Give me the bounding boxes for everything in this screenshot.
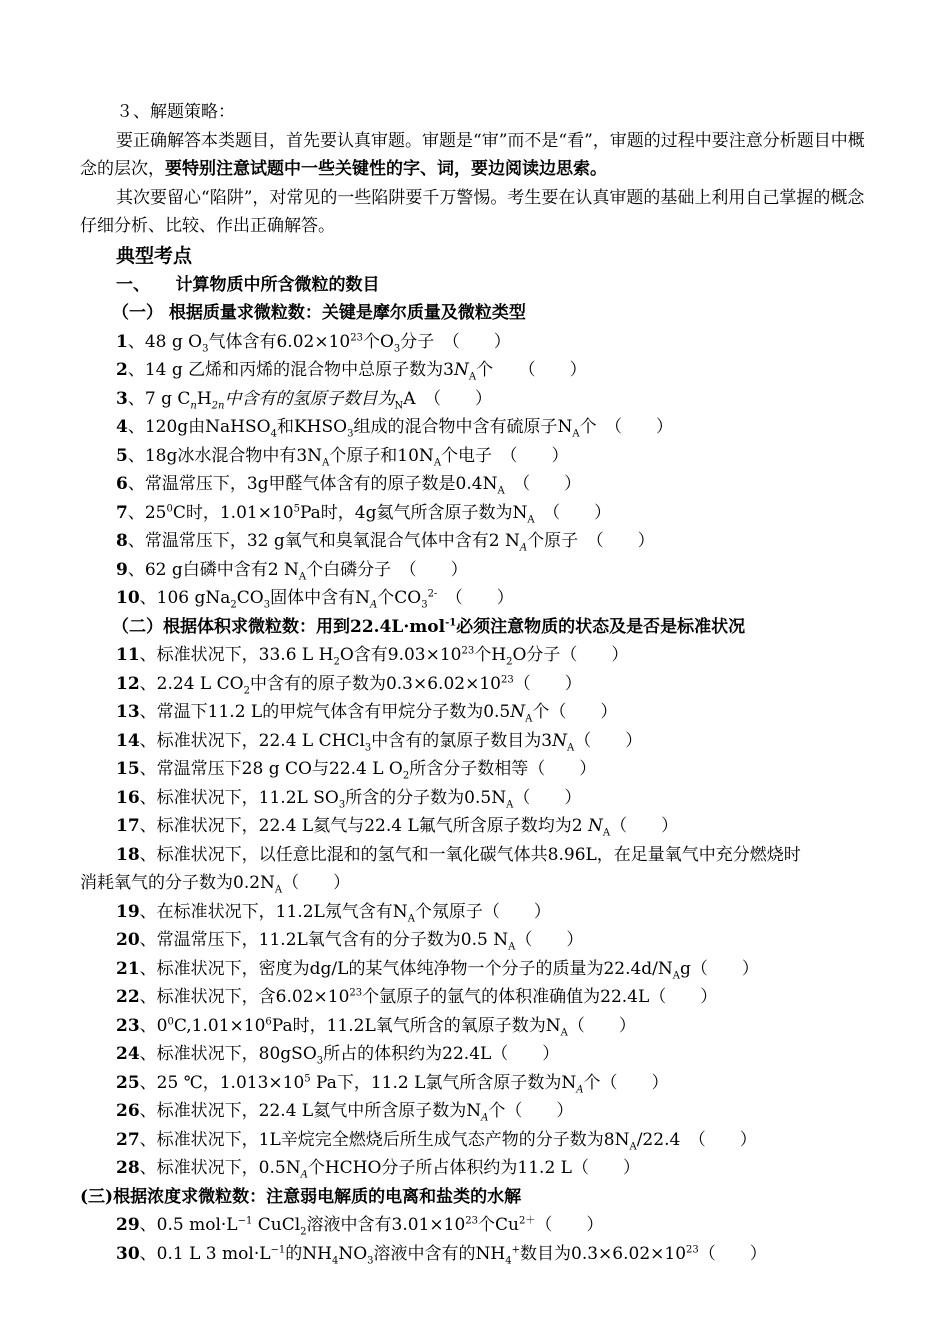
- part-1-heading: 一、 计算物质中所含微粒的数目: [116, 274, 380, 295]
- question-18-continuation-end: （ ）: [282, 873, 351, 893]
- question-item: [80, 527, 874, 556]
- question-number: 14: [116, 730, 140, 751]
- question-text-part: 的NH: [285, 1243, 332, 1264]
- question-text-part: 个原子和10N: [329, 445, 434, 466]
- question-text-part: 4: [270, 428, 277, 440]
- question-item: [80, 1211, 874, 1240]
- question-text-part: CuCl: [252, 1215, 301, 1235]
- question-item: [80, 1069, 874, 1098]
- question-text-part: A: [403, 388, 416, 409]
- question-text-part: 个CO: [377, 588, 422, 608]
- question-text-part: H: [196, 388, 212, 409]
- question-text-part: Pa时，11.2L氧气所含的氧原子数为N: [271, 1015, 561, 1036]
- question-18-continuation-text: 消耗氧气的分子数为0.2N: [80, 873, 275, 893]
- question-text-part: A: [629, 1140, 637, 1152]
- question-text-part: 、120g由NaHSO: [127, 417, 271, 437]
- question-text-part: 、14 g 乙烯和丙烯的混合物中总原子数为3: [127, 360, 454, 380]
- question-item: [80, 727, 874, 756]
- question-text-part: 、标准状况下，密度为dg/L的某气体纯净物一个分子的质量为22.4d/N: [139, 958, 673, 979]
- question-item: [80, 470, 874, 499]
- question-text-part: A: [508, 941, 516, 953]
- question-text-part: 2: [230, 599, 237, 611]
- question-text-part: 所占的体积约为22.4L（ ）: [323, 1044, 560, 1064]
- question-text-part: 数目为0.3×6.02×10: [520, 1243, 687, 1264]
- question-text-part: 、62 g白磷中含有2 N: [127, 559, 299, 580]
- question-text-part: 2: [243, 684, 250, 696]
- question-text-part: 、标准状况下，22.4 L氦气中所含原子数为N: [139, 1101, 482, 1121]
- question-text-part: 2: [402, 770, 410, 782]
- question-text-part: N: [552, 730, 567, 751]
- question-item: [80, 698, 874, 727]
- question-number: 24: [116, 1044, 140, 1064]
- question-text-part: Pa时，4g氦气所含原子数为N: [299, 502, 528, 523]
- question-item: [80, 670, 874, 699]
- question-number: 29: [116, 1215, 140, 1235]
- question-text-part: 个H: [474, 645, 507, 665]
- subsection-2-heading-text: （二）根据体积求微粒数：用到22.4L·mol: [112, 616, 446, 637]
- question-number: 5: [116, 445, 128, 466]
- question-text-part: A: [298, 570, 307, 582]
- question-item: [80, 755, 874, 784]
- question-number: 2: [116, 360, 128, 380]
- question-number: 17: [116, 816, 140, 836]
- question-text-part: A: [519, 542, 528, 554]
- question-text-part: （ ）: [437, 588, 514, 608]
- question-text-part: 、标准状况下，22.4 L氦气与22.4 L氟气所含原子数均为2: [139, 816, 588, 836]
- question-text-part: O分子（ ）: [512, 645, 629, 665]
- strategy-paragraph-1: [80, 127, 874, 184]
- question-text-part: A: [322, 456, 330, 468]
- question-text-part: 、标准状况下，含6.02×10: [139, 987, 350, 1007]
- subsection-3-heading: (三)根据浓度求微粒数：注意弱电解质的电离和盐类的水解: [80, 1186, 522, 1207]
- question-text-part: （ ）: [415, 388, 492, 409]
- question-text-part: 中含有的原子数为0.3×6.02×10: [249, 673, 501, 694]
- question-text-part: 和KHSO: [276, 417, 348, 437]
- question-text-part: 、常温常压下，11.2L氧气含有的分子数为0.5 N: [139, 930, 509, 950]
- question-text-part: 组成的混合物中含有硫原子N: [353, 417, 573, 437]
- question-text-part: 个 （ ）: [579, 417, 674, 437]
- question-text-part: 2n: [211, 399, 225, 411]
- question-item: [80, 413, 874, 442]
- question-number: 25: [116, 1072, 140, 1093]
- question-text-part: 2-: [427, 588, 438, 600]
- question-text-part: 2＋: [518, 1215, 536, 1227]
- question-text-part: 、18g冰水混合物中有3N: [127, 445, 323, 466]
- question-number: 28: [116, 1158, 140, 1178]
- question-number: 4: [116, 417, 128, 437]
- question-text-part: 所含分子数相等（ ）: [409, 759, 597, 779]
- question-item: [80, 556, 874, 585]
- question-text-part: 个原子 （ ）: [527, 531, 655, 551]
- question-number: 18: [116, 844, 140, 865]
- strategy-paragraph-2: 其次要留心“陷阱”，对常见的一些陷阱要千万警惕。考生要在认真审题的基础上利用自己掌握的概念仔细分析、比较、作出正确解答。: [80, 187, 865, 236]
- question-text-part: 5: [293, 502, 300, 514]
- question-text-part: （ ）: [535, 1215, 604, 1235]
- question-item: [80, 1240, 874, 1269]
- question-item: [80, 841, 874, 870]
- question-text-part: +: [511, 1243, 520, 1255]
- question-text-part: 、标准状况下，以任意比混和的氢气和一氧化碳气体共8.96L，在足量氧气中充分燃烧时: [139, 844, 801, 865]
- question-text-part: （ ）: [513, 673, 582, 694]
- question-group-volume: [80, 641, 874, 1183]
- question-item: [80, 356, 874, 385]
- question-text-part: 3: [367, 1254, 374, 1266]
- question-text-part: A: [672, 969, 681, 981]
- question-18-continuation-sub: A: [274, 884, 283, 896]
- question-text-part: 、106 gNa: [139, 588, 231, 608]
- question-text-part: 0: [166, 502, 173, 514]
- question-text-part: 个Cu: [478, 1215, 519, 1235]
- question-text-part: A: [370, 599, 378, 611]
- question-text-part: A: [566, 741, 575, 753]
- question-text-part: 3: [421, 599, 428, 611]
- question-text-part: 3: [393, 342, 401, 354]
- question-text-part: A: [527, 513, 535, 525]
- question-text-part: 23: [461, 645, 475, 657]
- question-text-part: 4: [505, 1254, 512, 1266]
- question-text-part: 、0.1 L 3 mol·L: [139, 1243, 271, 1264]
- question-item: [80, 1040, 874, 1069]
- question-number: 8: [116, 531, 128, 551]
- question-text-part: 3: [316, 1055, 324, 1067]
- question-text-part: A: [572, 428, 580, 440]
- question-text-part: A: [576, 1083, 584, 1095]
- question-text-part: （ ）: [574, 730, 643, 751]
- question-text-part: 个HCHO分子所占体积约为11.2 L（ ）: [307, 1158, 640, 1178]
- subsection-2-heading: [80, 613, 874, 642]
- question-text-part: A: [525, 713, 533, 725]
- question-text-part: 、常温下11.2 L的甲烷气体含有甲烷分子数为0.5: [139, 702, 511, 722]
- question-text-part: O含有9.03×10: [339, 645, 462, 665]
- question-text-part: 3: [202, 342, 209, 354]
- question-text-part: 、在标准状况下，11.2L氖气含有N: [139, 901, 408, 922]
- question-text-part: 、0.5 mol·L: [139, 1215, 238, 1235]
- question-text-part: （ ）: [534, 502, 612, 523]
- question-number: 15: [116, 759, 140, 779]
- question-item: [80, 784, 874, 813]
- question-item: [80, 1126, 874, 1155]
- question-text-part: −1: [237, 1215, 253, 1227]
- question-text-part: 个（ ）: [532, 702, 618, 722]
- question-text-part: A: [560, 1026, 568, 1038]
- subsection-2-heading-rest: 必须注意物质的状态及是否是标准状况: [456, 616, 746, 637]
- question-text-part: 3: [347, 428, 354, 440]
- question-item: [80, 442, 874, 471]
- question-item: [80, 385, 874, 414]
- question-text-part: C时，1.01×10: [172, 502, 294, 523]
- question-text-part: 、标准状况下，80gSO: [139, 1044, 317, 1064]
- question-text-part: /22.4 （ ）: [636, 1129, 757, 1150]
- question-18-continuation: [80, 869, 874, 898]
- question-text-part: 3: [364, 741, 372, 753]
- question-text-part: 个O: [362, 331, 394, 352]
- question-text-part: 所含的分子数为0.5N: [345, 787, 507, 808]
- question-number: 20: [116, 930, 140, 950]
- question-text-part: n: [190, 399, 197, 411]
- question-text-part: （ ）: [504, 474, 582, 494]
- question-text-part: 、25 ℃，1.013×10: [139, 1072, 305, 1093]
- question-text-part: 3: [263, 599, 271, 611]
- question-text-part: A: [506, 798, 514, 810]
- question-text-part: A: [481, 1112, 489, 1124]
- question-text-part: 、25: [127, 502, 167, 523]
- question-text-part: 、标准状况下，11.2L SO: [139, 787, 339, 808]
- question-text-part: 溶液中含有的NH: [373, 1243, 506, 1264]
- question-text-part: N: [394, 399, 404, 411]
- question-text-part: A: [468, 371, 477, 383]
- question-item: [80, 1012, 874, 1041]
- question-text-part: 5: [304, 1072, 311, 1084]
- question-text-part: （ ）: [513, 787, 582, 808]
- question-group-concentration: [80, 1211, 874, 1268]
- question-text-part: 23: [686, 1243, 699, 1255]
- question-number: 19: [116, 901, 140, 922]
- question-text-part: 气体含有6.02×10: [208, 331, 351, 352]
- question-item: [80, 499, 874, 528]
- question-item: [80, 1154, 874, 1183]
- question-text-part: 溶液中含有3.01×10: [306, 1215, 466, 1235]
- question-text-part: 、0: [139, 1015, 168, 1036]
- question-text-part: 个（ ）: [488, 1101, 574, 1121]
- question-number: 16: [116, 787, 140, 808]
- question-text-part: 个氩原子的氩气的体积准确值为22.4L（ ）: [362, 987, 718, 1007]
- question-text-part: −1: [270, 1243, 286, 1255]
- question-item: [80, 812, 874, 841]
- question-text-part: A: [300, 1169, 308, 1181]
- question-text-part: 、标准状况下，0.5N: [139, 1158, 301, 1178]
- question-text-part: 、标准状况下，33.6 L H: [139, 645, 334, 665]
- question-text-part: 中含有的氢原子数目为: [224, 388, 395, 409]
- question-text-part: 个氖原子（ ）: [414, 901, 551, 922]
- question-text-part: （ ）: [610, 816, 679, 836]
- question-item: [80, 983, 874, 1012]
- section-title: 典型考点: [116, 244, 193, 267]
- question-text-part: 2: [333, 656, 340, 668]
- question-number: 27: [116, 1129, 140, 1150]
- question-text-part: CO: [236, 588, 264, 608]
- question-text-part: 、7 g C: [127, 388, 191, 409]
- question-number: 9: [116, 559, 128, 580]
- strategy-paragraph-1-emphasis: 要特别注意试题中一些关键性的字、词，要边阅读边思索。: [165, 159, 607, 179]
- question-text-part: 、48 g O: [127, 331, 203, 352]
- question-number: 1: [116, 331, 128, 352]
- question-number: 23: [116, 1015, 140, 1036]
- question-text-part: 、标准状况下，22.4 L CHCl: [139, 730, 365, 751]
- question-text-part: 、常温常压下，3g甲醛气体含有的原子数是0.4N: [127, 474, 498, 494]
- question-number: 12: [116, 673, 140, 694]
- question-text-part: N: [453, 360, 469, 380]
- question-item: [80, 926, 874, 955]
- question-text-part: （ ）: [515, 930, 584, 950]
- question-text-part: 、2.24 L CO: [139, 673, 244, 694]
- question-text-part: A: [602, 827, 611, 839]
- question-text-part: 23: [465, 1215, 479, 1227]
- question-text-part: 4: [331, 1254, 339, 1266]
- question-item: [80, 641, 874, 670]
- question-text-part: 23: [349, 987, 363, 999]
- question-item: [80, 898, 874, 927]
- question-text-part: 中含有的氯原子数目为3: [371, 730, 553, 751]
- question-text-part: 个 （ ）: [476, 360, 587, 380]
- question-text-part: 6: [265, 1015, 272, 1027]
- question-text-part: 3: [338, 798, 346, 810]
- question-text-part: A: [433, 456, 442, 468]
- question-text-part: 23: [500, 673, 514, 685]
- question-text-part: A: [497, 485, 505, 497]
- question-text-part: 23: [350, 331, 363, 343]
- question-text-part: 、常温常压下，32 g氧气和臭氧混合气体中含有2 N: [127, 531, 520, 551]
- question-number: 3: [116, 388, 128, 409]
- question-number: 22: [116, 987, 140, 1007]
- question-number: 7: [116, 502, 128, 523]
- subsection-1-heading: （一） 根据质量求微粒数：关键是摩尔质量及微粒类型: [112, 303, 526, 323]
- question-text-part: 个（ ）: [583, 1072, 669, 1093]
- question-text-part: 分子 （ ）: [400, 331, 511, 352]
- question-text-part: 个电子 （ ）: [441, 445, 569, 466]
- subsection-2-heading-sup: -1: [445, 616, 457, 628]
- question-text-part: （ ）: [567, 1015, 636, 1036]
- question-number: 11: [116, 645, 140, 665]
- question-text-part: 、标准状况下，1L辛烷完全燃烧后所生成气态产物的分子数为8N: [139, 1129, 630, 1150]
- question-text-part: N: [510, 702, 526, 722]
- question-text-part: 固体中含有N: [270, 588, 370, 608]
- question-text-part: 0: [167, 1015, 174, 1027]
- question-item: [80, 328, 874, 357]
- question-number: 6: [116, 474, 128, 494]
- question-number: 13: [116, 702, 140, 722]
- question-number: 10: [116, 588, 140, 608]
- question-text-part: NO: [338, 1243, 368, 1264]
- question-text-part: Pa下，11.2 L氯气所含原子数为N: [310, 1072, 577, 1093]
- strategy-heading: ３、解题策略：: [116, 102, 235, 122]
- question-number: 21: [116, 958, 140, 979]
- question-text-part: g（ ）: [680, 958, 759, 979]
- question-text-part: C,1.01×10: [173, 1015, 266, 1036]
- question-text-part: 、常温常压下28 g CO与22.4 L O: [139, 759, 403, 779]
- strategy-paragraph-1-text: 要正确解答本类题目，首先要认真审题。审题是“审”而不是“看”，审题的过程中要注意分析题目中概念的层次，: [80, 130, 865, 179]
- question-text-part: 2: [300, 1226, 307, 1238]
- question-number: 30: [116, 1243, 140, 1264]
- question-text-part: 个白磷分子 （ ）: [306, 559, 468, 580]
- question-text-part: （ ）: [698, 1243, 767, 1264]
- question-item: [80, 1097, 874, 1126]
- question-item: [80, 584, 874, 613]
- question-text-part: N: [587, 816, 603, 836]
- question-group-mass: [80, 328, 874, 613]
- question-text-part: 2: [506, 656, 513, 668]
- question-number: 26: [116, 1101, 140, 1121]
- question-text-part: A: [407, 912, 415, 924]
- question-item: [80, 955, 874, 984]
